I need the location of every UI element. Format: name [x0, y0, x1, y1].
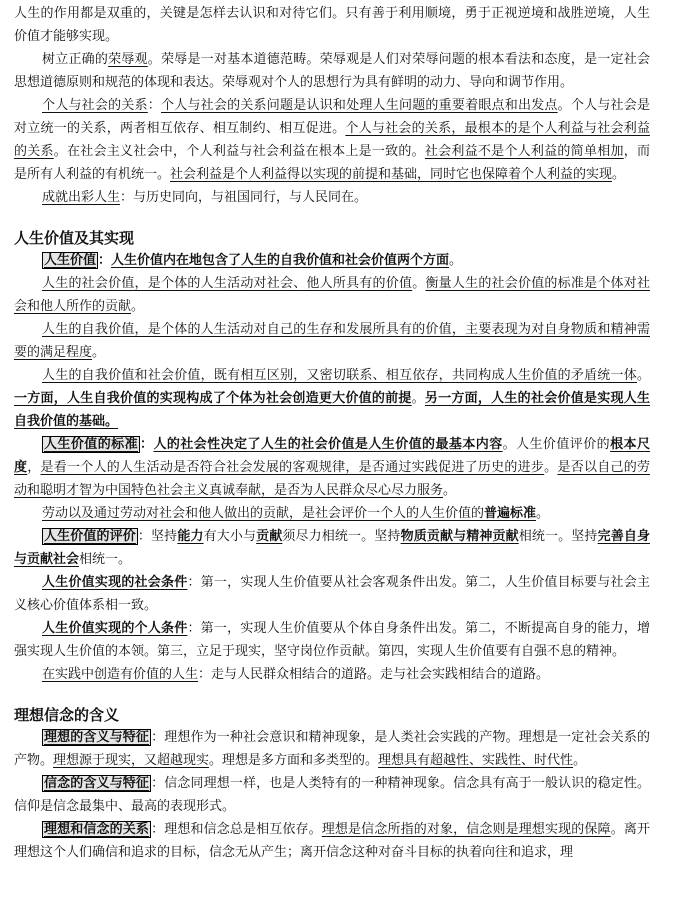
- text-run: ：理想和信念总是相互依存。: [151, 822, 322, 837]
- text-run: 。: [449, 253, 463, 268]
- section-heading-ideal-belief: 理想信念的含义: [14, 706, 120, 724]
- text-run: 。: [536, 506, 550, 521]
- text-run: 。: [544, 460, 558, 475]
- term-ability: 能力: [177, 529, 204, 544]
- paragraph-personal-conditions: [14, 617, 650, 663]
- key-sentence: 劳动以及通过劳动对社会和他人做出的贡献，是社会评价一个人的人生价值的: [42, 506, 485, 521]
- text-run: 。: [412, 276, 426, 291]
- paragraph-ideal-belief-relation: [14, 818, 650, 864]
- key-sentence: 人生价值内在地包含了人生的自我价值和社会价值两个方面: [111, 253, 450, 268]
- paragraph-value-standard: [14, 433, 650, 502]
- label-life-value: 人生价值: [44, 253, 97, 268]
- key-sentence: 个人与社会的关系，最根本的是个人利益与社会利益的关系: [14, 121, 650, 159]
- term-outstanding-life: 成就出彩人生: [42, 190, 121, 205]
- term-individual-society: 个人与社会的关系: [42, 98, 148, 113]
- text-run: 。: [131, 299, 145, 314]
- key-sentence: 社会利益是个人利益得以实现的前提和基础，同时它也保障着个人利益的实现: [170, 167, 613, 182]
- text-run: 须尽力相统一。坚持: [282, 529, 401, 544]
- section-heading-life-value: 人生价值及其实现: [14, 229, 135, 247]
- key-sentence: 人的社会性决定了人生的社会价值是人生价值的最基本内容: [153, 437, 503, 452]
- text-run: 。理想是多方面和多类型的。: [209, 753, 379, 768]
- paragraph-create-value: [14, 663, 650, 686]
- text-run: ：: [98, 253, 112, 268]
- text-run: 。: [92, 345, 106, 360]
- paragraph-value-unity: [14, 364, 650, 433]
- paragraph-ideal-meaning: [14, 726, 650, 772]
- key-sentence: 衡量人生的社会价值的标准是个体对社会和他人所作的贡献: [14, 276, 650, 314]
- text-run: ，: [27, 460, 41, 475]
- label-personal-conditions: 人生价值实现的个人条件: [42, 621, 188, 636]
- text-run: 。人生价值评价的: [502, 437, 611, 452]
- text-run: ：: [147, 98, 162, 113]
- key-sentence: 理想具有超越性、实践性、时代性: [378, 753, 574, 768]
- text-run: ：第一，实现人生价值要从个体自身条件出发。第二，不断提高自身的能力，增强实现人生价值的本领。第三，立足于现实，坚守岗位作贡献。第四，实现人生价值要有自强不息的精神。: [14, 621, 650, 659]
- key-sentence: 理想是信念所指的对象，信念则是理想实现的保障: [321, 822, 611, 837]
- paragraph-social-conditions: [14, 571, 650, 617]
- key-sentence: 一方面，人生自我价值的实现构成了个体为社会创造更大价值的前提: [14, 391, 412, 406]
- paragraph-honor-view: [14, 48, 650, 94]
- label-social-conditions: 人生价值实现的社会条件: [42, 575, 188, 590]
- text-run: 。荣辱是一对基本道德范畴。荣辱观是人们对荣辱问题的根本看法和态度，是一定社会思想道德原则和规范的体现和表达。荣辱观对个人的思想行为具有鲜明的动力、导向和调节作用。: [14, 52, 650, 90]
- term-material-spiritual: 物质贡献与精神贡献: [400, 529, 519, 544]
- paragraph-adversity: 人生的作用都是双重的，关键是怎样去认识和对待它们。只有善于利用顺境，勇于正视逆境和战胜逆境，人生价值才能够实现。: [14, 6, 650, 44]
- text-run: ：第一，实现人生价值要从社会客观条件出发。第二，人生价值目标要与社会主义核心价值体系相一致。: [14, 575, 650, 613]
- paragraph-outstanding-life: [14, 186, 650, 209]
- paragraph-social-value: [14, 272, 650, 318]
- term-self-society: 完善自身与贡献社会: [14, 529, 650, 567]
- key-sentence: 是否以自己的劳动和聪明才智为中国特色社会主义真诚奉献，是否为人民群众尽心尽力服务: [14, 460, 650, 498]
- text-run: 。离开理想这个人们确信和追求的目标，信念无从产生；离开信念这种对奋斗目标的执着向往和追求，理: [14, 822, 650, 860]
- paragraph-life-value: [14, 249, 650, 272]
- text-run: 。: [573, 753, 587, 768]
- term-honor-view: 荣辱观: [108, 52, 148, 67]
- text-run: 。: [411, 391, 425, 406]
- text-run: 。: [443, 483, 457, 498]
- label-value-standard: 人生价值的标准: [44, 437, 139, 452]
- label-ideal-belief-relation: 理想和信念的关系: [44, 822, 150, 837]
- term-contribution: 贡献: [256, 529, 283, 544]
- paragraph-individual-society: [14, 94, 650, 186]
- key-sentence: 理想源于现实，又超越现实: [53, 753, 210, 768]
- text-run: ：坚持: [137, 529, 178, 544]
- text-run: 树立正确的: [42, 52, 109, 67]
- key-sentence: 个人与社会的关系问题是认识和处理人生问题的重要着眼点和出发点: [161, 98, 558, 113]
- text-run: 。: [612, 167, 626, 182]
- text-run: ：信念同理想一样，也是人类特有的一种精神现象。信念具有高于一般认识的稳定性。信仰是信念最集中、最高的表现形式。: [14, 776, 650, 814]
- text-run: 有大小与: [203, 529, 257, 544]
- paragraph-self-value: [14, 318, 650, 364]
- document-page: [14, 2, 650, 864]
- text-run: 。在社会主义社会中，个人利益与社会利益在根本上是一致的。: [53, 144, 425, 159]
- key-sentence: 人生的社会价值，是个体的人生活动对社会、他人所具有的价值: [42, 276, 413, 291]
- text-run: ：理想作为一种社会意识和精神现象，是人类社会实践的产物。理想是一定社会关系的产物。: [14, 730, 650, 768]
- key-sentence: 是看一个人的人生活动是否符合社会发展的客观规律，是否通过实践促进了历史的进步: [40, 460, 545, 475]
- text-run: 。: [636, 368, 650, 383]
- term-create-value: 在实践中创造有价值的人生: [42, 667, 199, 682]
- term-universal-standard: 普遍标准: [484, 506, 537, 521]
- text-run: ：: [140, 437, 154, 452]
- paragraph-belief-meaning: [14, 772, 650, 818]
- paragraph-labor-contribution: [14, 502, 650, 525]
- key-sentence: 另一方面，人生的社会价值是实现人生自我价值的基础。: [14, 391, 650, 429]
- text-run: 。个人与社会是对立统一的关系，两者相互依存、相互制约、相互促进。: [14, 98, 650, 136]
- paragraph-value-evaluation: [14, 525, 650, 571]
- label-value-evaluation: 人生价值的评价: [44, 529, 136, 544]
- text-run: ，而是所有人利益的有机统一。: [14, 144, 650, 182]
- text-run: ：与历史同向，与祖国同行，与人民同在。: [120, 190, 368, 205]
- key-sentence: 人生的自我价值和社会价值，既有相互区别，又密切联系、相互依存，共同构成人生价值的矛盾统一体: [42, 368, 637, 383]
- text-run: 相统一。坚持: [518, 529, 598, 544]
- term-fundamental-measure: 根本尺度: [14, 437, 650, 475]
- key-sentence: 社会利益不是个人利益的简单相加: [424, 144, 624, 159]
- key-sentence: 人生的自我价值，是个体的人生活动对自己的生存和发展所具有的价值，主要表现为对自身物质和精神需要的满足程度: [14, 322, 650, 360]
- text-run: ：走与人民群众相结合的道路。走与社会实践相结合的道路。: [198, 667, 550, 682]
- label-belief-meaning: 信念的含义与特征: [44, 776, 150, 791]
- text-run: 相统一。: [79, 552, 132, 567]
- label-ideal-meaning: 理想的含义与特征: [44, 730, 150, 745]
